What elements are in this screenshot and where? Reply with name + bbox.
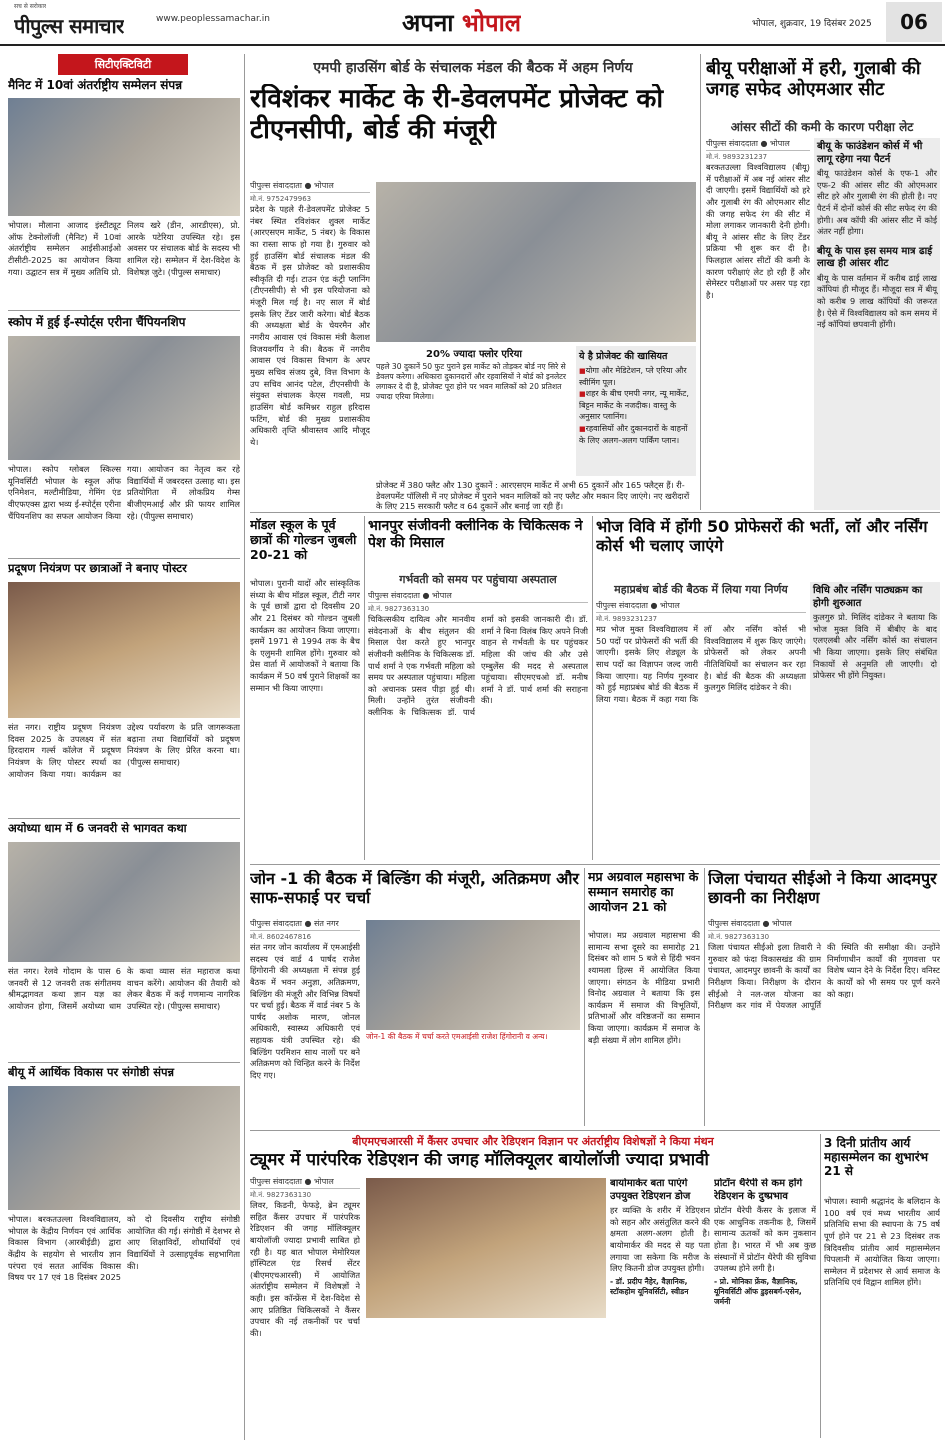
bu-headline[interactable]: बीयू परीक्षाओं में हरी, गुलाबी की जगह सफेद ओएमआर सीट	[706, 58, 921, 101]
manit-headline[interactable]: मैनिट में 10वां अंतर्राष्ट्रीय सम्मेलन संपन्न	[8, 78, 183, 92]
lead-footer-note: प्रोजेक्ट में 380 फ्लैट और 130 दुकानें : आरएसएम मार्केट में अभी 65 दुकानें और 165 फ्लैट्स हैं। री-डेवलपमेंट पॉलिसी में नए प्रोजेक्ट में पुराने भवन मालिकों को नए फ्लैट और मकान दिए जाएंगे। नए खरीदारों के लिए 215 सरकारी फ्लैट व 64 दुकानें और बनाई जा रही हैं।	[376, 480, 690, 512]
panchayat-mobile: मो.नं. 9827363130	[708, 933, 770, 941]
zone1-byline: पीपुल्स संवाददाता ● संत नगर	[250, 918, 360, 931]
bmhrc-box2-body: प्रोटॉन थैरेपी कैंसर के इलाज में एक आधुनिक तकनीक है, जिसमें सामान्य ऊतकों को कम नुकसान होता है। भारत में भी अब कुछ संस्थानों में प्रोटॉन थैरेपी की सुविधा उपलब्ध होने लगी है।	[714, 1205, 816, 1274]
divider	[250, 512, 940, 513]
zone1-headline[interactable]: जोन -1 की बैठक में बिल्डिंग की मंजूरी, अतिक्रमण और साफ-सफाई पर चर्चा	[250, 870, 579, 907]
manit-body-text: भोपाल। मौलाना आजाद इंस्टीट्यूट ऑफ टेक्नोलॉजी (मैनिट) में 10वां अंतर्राष्ट्रीय सम्मेलन आईसीआईओ टीसीटी-2025 का आयोजन किया गया। उद्घाटन सत्र में मुख्य अतिथि प्रो. निलय खरे (डीन, आरडीएस), प्रो. आरके पटेरिया उपस्थित रहे। इस अवसर पर संचालक बोर्ड के सदस्य भी शामिल रहे। सम्मेलन में देश-विदेश के विशेषज्ञ जुटे।	[8, 220, 240, 277]
poster-body-text: संत नगर। राष्ट्रीय प्रदूषण नियंत्रण दिवस 2025 के उपलक्ष्य में संत हिरदाराम गर्ल्स कॉलेज में प्रदूषण नियंत्रण के लिए पोस्टर स्पर्धा का आयोजन किया गया। कार्यक्रम का उद्देश्य पर्यावरण के प्रति जागरूकता बढ़ाना तथा विद्यार्थियों को प्रदूषण नियंत्रण के लिए प्रेरित करना था।	[8, 722, 240, 779]
bmhrc-box2	[714, 1178, 816, 1438]
lead-features-title: ये है प्रोजेक्ट की खासियत	[579, 351, 668, 362]
katha-body	[8, 966, 240, 1058]
manit-body	[8, 220, 240, 306]
column-divider	[592, 516, 593, 860]
zone1-photo-caption: जोन-1 की बैठक में चर्चा करते एमआईसी राजेश हिंगोरानी व अन्य।	[366, 1032, 548, 1041]
bmhrc-body: लिवर, किडनी, फेफड़े, ब्रेन ट्यूमर सहित कैंसर उपचार में पारंपरिक रेडिएशन की जगह मॉलिक्यूलर बायोलॉजी ज्यादा प्रभावी साबित हो रही है। यह बात भोपाल मेमोरियल हॉस्पिटल एंड रिसर्च सेंटर (बीएमएचआरसी) में आयोजित अंतर्राष्ट्रीय सम्मेलन में विशेषज्ञों ने कही। इस कॉन्फ्रेंस में देश-विदेश से आए प्रतिष्ठित चिकित्सकों ने कैंसर उपचार की नई तकनीकों पर चर्चा की।	[250, 1200, 360, 1339]
zone1-body-cont	[366, 1048, 580, 1126]
lead-photo-market	[376, 182, 696, 342]
bhoj-mobile: मो.नं. 9893231237	[596, 615, 658, 623]
scope-body	[8, 464, 240, 554]
column-divider	[364, 516, 365, 860]
bmhrc-box2-headline: प्रोटॉन थैरेपी से कम होंगे रेडिएशन के दुष्प्रभाव	[714, 1178, 803, 1202]
bmhrc-headline[interactable]: ट्यूमर में पारंपरिक रेडिएशन की जगह मॉलिक्यूलर बायोलॉजी ज्यादा प्रभावी	[250, 1150, 709, 1170]
feature-item: ■ योगा और मेडिटेशन, प्ले एरिया और स्वीमिंग पूल।	[579, 365, 693, 388]
lead-body: प्रदेश के पहले री-डेवलपमेंट प्रोजेक्ट 5 नंबर स्थित रविशंकर शुक्ल मार्केट (आरएसएम मार्केट, 5 नंबर) के विकास का रास्ता साफ हो गया है। गुरुवार को हुई हाउसिंग बोर्ड संचालक मंडल की बैठक में इस प्रोजेक्ट को प्रशासकीय स्वीकृति दी गई। टाउन एंड कंट्री प्लानिंग (टीएनसीपी) से भी इस परियोजना को मंजूरी मिल गई है। नए साल में बोर्ड इसके लिए टेंडर जारी करेगा। बोर्ड बैठक की अध्यक्षता बोर्ड के चेयरमैन और नगरीय आवास एवं विकास मंत्री कैलाश विजयवर्गीय ने की। बैठक में नगरीय आवास एवं विकास विभाग के अपर मुख्य सचिव संजय दुबे, वित्त विभाग के उप सचिव आनंद पटेल, टीएनसीपी के संयुक्त संचालक केएस गवली, मप्र हाउसिंग बोर्ड कमिश्नर राहुल हरिदास फटिंग, बोर्ड की मुख्य प्रशासकीय अधिकारी तृप्ति श्रीवास्तव आदि मौजूद थे।	[250, 204, 370, 447]
bu-text-column	[706, 138, 810, 510]
divider	[8, 558, 240, 559]
bhoj-side-body: कुलगुरु प्रो. मिलिंद दांडेकर ने बताया कि भोज मुक्त विवि में बीबीए के बाद एलएलबी और नर्सिंग कोर्स का संचालन भी किया जाएगा। इसके लिए संबंधित निकायों से अनुमति ली जाएगी। दो प्रोफेसर भी होंगे नियुक्त।	[813, 612, 937, 681]
newspaper-logo: पीपुल्स समाचार	[14, 14, 124, 38]
model-school-headline[interactable]: मॉडल स्कूल के पूर्व छात्रों की गोल्डन जुबली 20-21 को	[250, 518, 357, 562]
city-activity-tag: सिटीएक्टिविटी	[58, 54, 188, 75]
column-divider	[700, 54, 701, 510]
bu-side1-body: बीयू फाउंडेशन कोर्स के एफ-1 और एफ-2 की आंसर सीट की ओएमआर सीट हरे और गुलाबी रंग की होती है। नए पैटर्न में दोनों कोर्स की सीट सफेद रंग की होगी। अब कॉपी की आंसर सीट में कोई अंतर नहीं होगा।	[817, 168, 937, 237]
bu-subheadline: आंसर सीटों की कमी के कारण परीक्षा लेट	[730, 120, 914, 134]
masthead	[0, 0, 945, 46]
bhanpur-byline: पीपुल्स संवाददाता ● भोपाल	[368, 590, 588, 603]
bhoj-headline[interactable]: भोज विवि में होंगी 50 प्रोफेसरों की भर्ती, लॉ और नर्सिंग कोर्स भी चलाए जाएंगे	[596, 518, 928, 555]
manit-credit: (पीपुल्स समाचार)	[167, 266, 221, 277]
bmhrc-box1-credit: - डॉ. प्रदीप नैहेर, वैज्ञानिक, स्टॉकहोम यूनिवर्सिटी, स्वीडन	[610, 1276, 689, 1296]
bmhrc-body-cont	[366, 1322, 606, 1438]
seminar-body: भोपाल। बरकतउल्ला विश्वविद्यालय, भोपाल के केंद्रीय निर्णयन एवं आर्थिक विकास विभाग (आरबीईडी) द्वारा केंद्रीय के सहयोग से भारतीय ज्ञान परंपरा एवं सतत आर्थिक विकास विषय पर 17 एवं 18 दिसंबर 2025 को दो दिवसीय राष्ट्रीय संगोष्ठी आयोजित की गई। संगोष्ठी में देशभर से आए शिक्षाविदों, शोधार्थियों एवं विद्यार्थियों ने उत्साहपूर्वक सहभागिता की।	[8, 1214, 240, 1283]
website-url[interactable]: www.peoplessamachar.in	[156, 14, 270, 24]
arya-body: भोपाल। स्वामी श्रद्धानंद के बलिदान के 100 वर्ष एवं मध्य भारतीय आर्य प्रतिनिधि सभा की स्थापना के 75 वर्ष पूर्ण होने पर 21 से 23 दिसंबर तक त्रिदिवसीय प्रांतीय आर्य महासम्मेलन पिपलानी में आयोजित किया जाएगा। सम्मेलन में प्रदेशभर से आर्य समाज के प्रतिनिधि एवं विद्वान शामिल होंगे।	[824, 1196, 940, 1288]
manit-photo	[8, 98, 240, 216]
agrawal-body: भोपाल। मप्र अग्रवाल महासभा की सामान्य सभा दूसरे का समारोह 21 दिसंबर को शाम 5 बजे से हिंदी भवन श्यामला हिल्स में आयोजित किया जाएगा। संगठन के मीडिया प्रभारी विनोद अग्रवाल ने बताया कि इस कार्यक्रम में समाज की विभूतियों, प्रतिभाओं और वरिष्ठजनों का सम्मान किया जाएगा। कार्यक्रम में समाज के बड़ी संख्या में लोग शामिल होंगे।	[588, 930, 700, 1045]
bmhrc-box1-body: हर व्यक्ति के शरीर में रेडिएशन को सहन और असंतुलित करने की क्षमता अलग-अलग होती है। बायोमार्कर की मदद से यह पता लगाया जा सकेगा कि मरीज के लिए कितनी डोज उपयुक्त होगी।	[610, 1205, 710, 1274]
feature-item: ■ रहवासियों और दुकानदारों के वाहनों के लिए अलग-अलग पार्किंग प्लान।	[579, 423, 693, 446]
bu-side2-headline: बीयू के पास इस समय मात्र ढाई लाख ही आंसर शीट	[817, 245, 933, 270]
scope-photo	[8, 336, 240, 460]
poster-photo	[8, 582, 240, 718]
bhoj-body: मप्र भोज मुक्त विश्वविद्यालय में 50 पदों पर प्रोफेसरों की भर्ती की जाएगी। इसके लिए शेड्यूल के साथ पदों का विज्ञापन जल्द जारी किया जाएगा। यह निर्णय गुरुवार को हुई महाप्रबंध बोर्ड की बैठक में लिया गया। बैठक में कहा गया कि लॉ और नर्सिंग कोर्स भी विश्वविद्यालय में शुरू किए जाएंगे। प्रोफेसरों को लेकर अपनी नीतिविधियों का संचालन कर रहा है। बोर्ड की बैठक की अध्यक्षता कुलगुरु मिलिंद दांडेकर ने की।	[596, 624, 806, 704]
poster-credit: (पीपुल्स समाचार)	[127, 756, 180, 767]
katha-photo	[8, 842, 240, 962]
column-divider	[244, 54, 245, 1440]
divider	[250, 864, 940, 865]
divider	[250, 1130, 940, 1131]
bu-side1-headline: बीयू के फाउंडेशन कोर्स में भी लागू रहेगा नया पैटर्न	[817, 141, 923, 165]
panchayat-text	[708, 918, 940, 1126]
section-prefix: अपना	[402, 9, 462, 37]
seminar-headline[interactable]: बीयू में आर्थिक विकास पर संगोष्ठी संपन्न	[8, 1066, 175, 1079]
bmhrc-box2-credit: - प्रो. मोनिका फ्रेंक, वैज्ञानिक, यूनिवर्सिटी ऑफ डुइसबर्ग-एसेन, जर्मनी	[714, 1276, 802, 1306]
bmhrc-kicker: बीएमएचआरसी में कैंसर उपचार और रेडिएशन विज्ञान पर अंतर्राष्ट्रीय विशेषज्ञों ने किया मंथन	[352, 1135, 714, 1148]
lead-features-list	[579, 365, 693, 446]
bhanpur-mobile: मो.नं. 9827363130	[368, 605, 430, 613]
bu-side2-body: बीयू के पास वर्तमान में करीब ढाई लाख कॉपियां ही मौजूद हैं। मौजूदा सत्र में बीयू को करीब 9 लाख कॉपियों की जरूरत है। ऐसे में विश्वविद्यालय को कम समय में नई कॉपियां छपवानी होंगी।	[817, 272, 937, 330]
zone1-body: संत नगर जोन कार्यालय में एमआईसी सदस्य एवं वार्ड 4 पार्षद राजेश हिंगोरानी की अध्यक्षता में संपन्न हुई बैठक में भवन अनुज्ञा, अतिक्रमण, बिल्डिंग की मंजूरी और विभिन्न विषयों पर चर्चा हुई। बैठक में वार्ड नंबर 5 के पार्षद अशोक मारण, जोनल अधिकारी, स्वास्थ्य अधिकारी एवं सहायक यंत्री उपस्थित रहे। की बिल्डिंग परमिशन साथ नालों पर बने अतिक्रमण को चिन्हित करने के निर्देश दिए गए।	[250, 942, 360, 1081]
logo-tagline: सच से सरोकार	[14, 3, 47, 10]
model-school-body: भोपाल। पुरानी यादों और सांस्कृतिक संध्या के बीच मॉडल स्कूल, टीटी नगर के पूर्व छात्रों द्वारा दो दिवसीय 20 और 21 दिसंबर को गोल्डन जुबली कार्यक्रम का आयोजन किया जाएगा। इसमें 1971 से 1994 तक के बैच के एलुमनी शामिल होंगे। गुरुवार को प्रेस वार्ता में आयोजकों ने बताया कि कार्यक्रम में 50 वर्ष पुराने शिक्षकों का सम्मान भी किया जाएगा।	[250, 578, 360, 693]
bu-sidebar	[814, 138, 940, 510]
divider	[8, 1062, 240, 1063]
panchayat-body: जिला पंचायत सीईओ इला तिवारी ने गुरुवार को फंदा विकासखंड की ग्राम पंचायत, आदमपुर छावनी के कार्यों का निरीक्षण किया। निरीक्षण के दौरान सीईओ ने नल-जल योजना का निरीक्षण कर गांव में पेयजल आपूर्ति की स्थिति की समीक्षा की। उन्होंने निर्माणाधीन कार्यों की गुणवत्ता पर विशेष ध्यान देने के निर्देश दिए। वनिस्ट के कार्यों को भी समय पर पूर्ण करने को कहा।	[708, 942, 940, 1011]
bmhrc-box1	[610, 1178, 710, 1438]
lead-photo-caption-box	[376, 346, 572, 476]
lead-photo-caption-kicker: 20% ज्यादा फ्लोर एरिया	[426, 349, 522, 360]
bmhrc-text	[250, 1176, 360, 1438]
column-divider	[704, 868, 705, 1126]
katha-credit: (पीपुल्स समाचार)	[167, 1000, 221, 1011]
bhanpur-body: चिकित्सकीय दायित्व और मानवीय संवेदनाओं के बीच संतुलन की मिसाल पेश करते हुए भानपुर संजीवनी क्लीनिक के चिकित्सक डॉ. पार्थ शर्मा ने एक गर्भवती महिला को समय पर अस्पताल पहुंचाया। महिला को अचानक प्रसव पीड़ा हुई थी। मिली। उन्होंने तुरंत संजीवनी क्लीनिक के चिकित्सक डॉ. पार्थ शर्मा को इसकी जानकारी दी। डॉ. शर्मा ने बिना विलंब किए अपने निजी वाहन से गर्भवती के घर पहुंचकर महिला की जांच की और उसे एम्बुलेंस की मदद से अस्पताल पहुंचाया। सीएमएचओ डॉ. मनीष शर्मा ने डॉ. पार्थ शर्मा की सराहना की।	[368, 614, 588, 718]
bu-mobile: मो.नं. 9893231237	[706, 153, 768, 161]
lead-features-box	[576, 346, 696, 476]
lead-kicker: एमपी हाउसिंग बोर्ड के संचालक मंडल की बैठक में अहम निर्णय	[313, 60, 633, 76]
page-number: 06	[886, 2, 942, 42]
bu-body: बरकतउल्ला विश्वविद्यालय (बीयू) में परीक्षाओं में अब नई आंसर सीट दी जाएगी। इसमें विद्यार्थियों को हरे और गुलाबी रंग की ओएमआर सीट की जगह सफेद रंग की सीट में मोला लगाकर जानकारी देनी होगी। बीयू ने आंसर सीट के लिए टेंडर प्रक्रिया भी शुरू कर दी है। फिलहाल आंसर सीटों की कमी के कारण परीक्षाएं लेट हो रही हैं और सेमेस्टर परीक्षाओं पर असर पड़ रहा है।	[706, 162, 810, 301]
katha-body-text: संत नगर। रेलवे गोदाम के पास 6 जनवरी से 12 जनवरी तक संगीतमय श्रीमद्भागवत कथा ज्ञान यज्ञ का आयोजन होगा, जिसमें अयोध्या धाम के कथा व्यास संत महाराज कथा वाचन करेंगे। आयोजन की तैयारी को लेकर बैठक में कई गणमान्य नागरिक उपस्थित रहे।	[8, 966, 240, 1011]
zone1-mobile: मो.नं. 8602467816	[250, 933, 312, 941]
scope-credit: (पीपुल्स समाचार)	[140, 510, 194, 521]
bmhrc-box1-headline: बायोमार्कर बता पाएंगे उपयुक्त रेडिएशन डोज	[610, 1178, 691, 1202]
dateline: भोपाल, शुक्रवार, 19 दिसंबर 2025	[752, 19, 872, 29]
poster-body	[8, 722, 240, 814]
bhoj-subheadline: महाप्रबंध बोर्ड की बैठक में लिया गया निर्णय	[614, 583, 788, 596]
poster-headline[interactable]: प्रदूषण नियंत्रण पर छात्राओं ने बनाए पोस्टर	[8, 562, 187, 575]
katha-headline[interactable]: अयोध्या धाम में 6 जनवरी से भागवत कथा	[8, 822, 187, 835]
lead-mobile: मो.नं. 9752479963	[250, 195, 312, 203]
scope-headline[interactable]: स्कोप में हुई ई-स्पोर्ट्स एरीना चैंपियनशिप	[8, 315, 186, 329]
zone1-photo	[366, 920, 580, 1030]
bhoj-byline: पीपुल्स संवाददाता ● भोपाल	[596, 600, 806, 613]
divider	[8, 310, 240, 311]
bhanpur-text	[368, 590, 588, 860]
section-title	[402, 6, 521, 39]
left-column	[8, 54, 240, 1440]
zone1-text	[250, 918, 360, 1126]
bmhrc-byline: पीपुल्स संवाददाता ● भोपाल	[250, 1176, 360, 1189]
lead-byline: पीपुल्स संवाददाता ● भोपाल	[250, 180, 370, 193]
column-divider	[584, 868, 585, 1126]
bhoj-sidebar	[810, 582, 940, 860]
arya-headline[interactable]: 3 दिनी प्रांतीय आर्य महासम्मेलन का शुभारंभ 21 से	[824, 1136, 929, 1179]
bhanpur-headline[interactable]: भानपुर संजीवनी क्लीनिक के चिकित्सक ने पेश की मिसाल	[368, 518, 583, 551]
seminar-photo	[8, 1086, 240, 1210]
divider	[8, 818, 240, 819]
lead-photo-caption: पहले 30 दुकानें 50 फुट पुराने इस मार्केट को तोड़कर बोर्ड नए सिरे से डेवलप करेगा। अधिकारा दुकानदारों और रहवासियों ने बोर्ड को इनलेटर लगाकर दे दी है, प्रोजेक्ट पूरा होने पर भवन मालिकों को 20 प्रतिशत ज्यादा एरिया मिलेगा।	[376, 362, 567, 401]
column-divider	[820, 1134, 821, 1438]
bu-byline: पीपुल्स संवाददाता ● भोपाल	[706, 138, 810, 151]
bmhrc-photo	[366, 1178, 606, 1318]
bhoj-side-headline: विधि और नर्सिंग पाठ्यक्रम का होगी शुरुआत	[813, 585, 923, 609]
bhoj-text	[596, 600, 806, 860]
bhanpur-subheadline: गर्भवती को समय पर पहुंचाया अस्पताल	[399, 573, 557, 586]
panchayat-headline[interactable]: जिला पंचायत सीईओ ने किया आदमपुर छावनी का निरीक्षण	[708, 870, 937, 907]
bmhrc-mobile: मो.नं. 9827363130	[250, 1191, 312, 1199]
scope-body-text: भोपाल। स्कोप ग्लोबल स्किल्स यूनिवर्सिटी भोपाल के स्कूल ऑफ एनिमेशन, मल्टीमीडिया, गेमिंग एंड वीएफएक्स द्वारा भव्य ई-स्पोर्ट्स एरीना चैंपियनशिप का सफल आयोजन किया गया। आयोजन का नेतृत्व कर रहे विद्यार्थियों में जबरदस्त उत्साह था। इस प्रतियोगिता में लोकप्रिय गेम्स बीजीएमआई और फ्री फायर शामिल रहे।	[8, 464, 240, 521]
panchayat-byline: पीपुल्स संवाददाता ● भोपाल	[708, 918, 940, 931]
lead-headline[interactable]: रविशंकर मार्केट के री-डेवलपमेंट प्रोजेक्ट को टीएनसीपी, बोर्ड की मंजूरी	[250, 84, 664, 145]
feature-item: ■ शहर के बीच एमपी नगर, न्यू मार्केट, बिट्टन मार्केट के नजदीक। वास्तु के अनुसार प्लानिंग।	[579, 388, 693, 423]
agrawal-headline[interactable]: मप्र अग्रवाल महासभा के सम्मान समारोह का आयोजन 21 को	[588, 870, 699, 914]
lead-text-column	[250, 180, 370, 540]
section-accent: भोपाल	[461, 9, 522, 37]
